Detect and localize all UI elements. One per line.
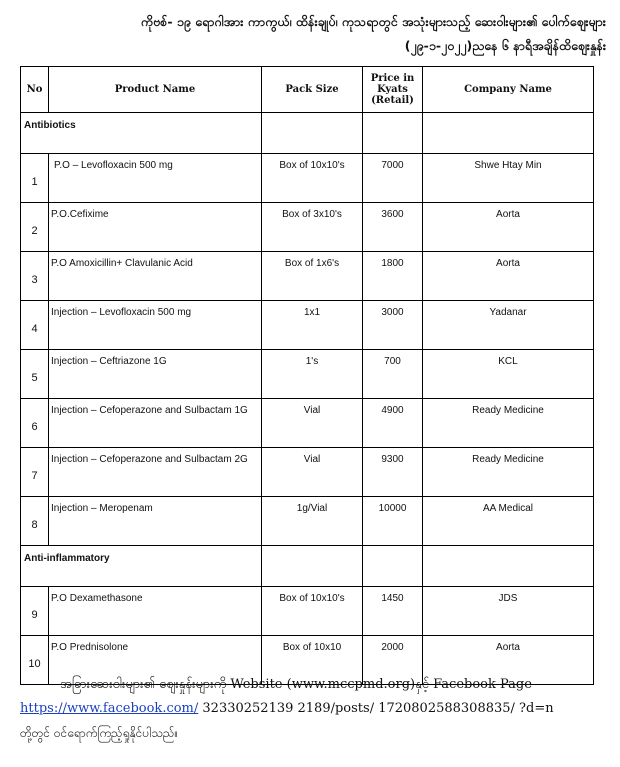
row-no: 9: [21, 587, 49, 636]
row-product: P.O.Cefixime: [49, 203, 262, 252]
row-price: 3000: [363, 301, 423, 350]
row-pack: Box of 10x10: [262, 636, 363, 685]
table-row: [21, 252, 594, 301]
row-no: 5: [21, 350, 49, 399]
category-row: [21, 546, 594, 587]
table-header-row: [21, 67, 594, 113]
row-price: 4900: [363, 399, 423, 448]
row-pack: Box of 1x6's: [262, 252, 363, 301]
row-pack: Vial: [262, 399, 363, 448]
header-pack: Pack Size: [262, 67, 363, 113]
row-price: 9300: [363, 448, 423, 497]
category-label: Anti-inflammatory: [21, 546, 262, 587]
row-product: P.O Prednisolone: [49, 636, 262, 685]
table-row: [21, 154, 594, 203]
footer-post-path: 32330252139 2189/posts/ 1720802588308835/ ?d=n: [198, 701, 554, 716]
row-company: AA Medical: [423, 497, 594, 546]
row-product: Injection – Levofloxacin 500 mg: [49, 301, 262, 350]
price-table: [20, 66, 594, 685]
table-row: [21, 448, 594, 497]
row-company: Shwe Htay Min: [423, 154, 594, 203]
row-company: KCL: [423, 350, 594, 399]
row-company: Ready Medicine: [423, 399, 594, 448]
row-company: Yadanar: [423, 301, 594, 350]
page-title: [0, 10, 606, 58]
row-price: 1800: [363, 252, 423, 301]
category-row: [21, 113, 594, 154]
header-company: Company Name: [423, 67, 594, 113]
row-price: 700: [363, 350, 423, 399]
row-company: Aorta: [423, 203, 594, 252]
footer-intro: အခြားဆေးဝါးများ၏ ဈေးနှုန်းများကို Website (www.mccpmd.org)နှင့် Facebook Page: [60, 677, 532, 692]
row-pack: Box of 10x10's: [262, 587, 363, 636]
row-no: 8: [21, 497, 49, 546]
row-product: Injection – Ceftriazone 1G: [49, 350, 262, 399]
header-no: No: [21, 67, 49, 113]
row-product: P.O Dexamethasone: [49, 587, 262, 636]
row-price: 7000: [363, 154, 423, 203]
footer-note: [20, 673, 600, 745]
title-line-2: (၂၉-၁-၂၀၂၂)ညနေ ၆ နာရီအချိန်ထိဈေးနှုန်း: [404, 38, 606, 53]
row-pack: 1g/Vial: [262, 497, 363, 546]
row-company: JDS: [423, 587, 594, 636]
row-no: 7: [21, 448, 49, 497]
row-pack: Box of 10x10's: [262, 154, 363, 203]
footer-link-line: [20, 697, 600, 721]
category-label: Antibiotics: [21, 113, 262, 154]
table-row: [21, 587, 594, 636]
table-row: [21, 350, 594, 399]
footer-outro: တို့တွင် ဝင်ရောက်ကြည့်ရှုနိုင်ပါသည်။: [20, 726, 179, 740]
row-price: 2000: [363, 636, 423, 685]
table-row: [21, 301, 594, 350]
row-pack: 1's: [262, 350, 363, 399]
row-product: Injection – Cefoperazone and Sulbactam 1G: [49, 399, 262, 448]
table-row: [21, 399, 594, 448]
row-pack: Box of 3x10's: [262, 203, 363, 252]
row-no: 3: [21, 252, 49, 301]
row-company: Aorta: [423, 636, 594, 685]
row-no: 2: [21, 203, 49, 252]
row-product: P.O Amoxicillin+ Clavulanic Acid: [49, 252, 262, 301]
table-row: [21, 203, 594, 252]
row-product: Injection – Cefoperazone and Sulbactam 2G: [49, 448, 262, 497]
row-price: 1450: [363, 587, 423, 636]
row-company: Ready Medicine: [423, 448, 594, 497]
row-no: 10: [21, 636, 49, 685]
row-no: 1: [21, 154, 49, 203]
header-price: Price in Kyats (Retail): [363, 67, 423, 113]
row-no: 6: [21, 399, 49, 448]
row-product: Injection – Meropenam: [49, 497, 262, 546]
row-company: Aorta: [423, 252, 594, 301]
row-pack: Vial: [262, 448, 363, 497]
row-no: 4: [21, 301, 49, 350]
row-price: 10000: [363, 497, 423, 546]
row-price: 3600: [363, 203, 423, 252]
row-pack: 1x1: [262, 301, 363, 350]
facebook-link[interactable]: https://www.facebook.com/: [20, 701, 199, 716]
table-row: [21, 497, 594, 546]
header-product: Product Name: [49, 67, 262, 113]
title-line-1: ကိုဗစ်- ၁၉ ရောဂါအား ကာကွယ်၊ ထိန်းချုပ်၊ ကုသရာတွင် အသုံးများသည့် ဆေးဝါးများ၏ ပေါက်ဈေးများ: [140, 14, 606, 29]
row-product: P.O – Levofloxacin 500 mg: [49, 154, 262, 203]
